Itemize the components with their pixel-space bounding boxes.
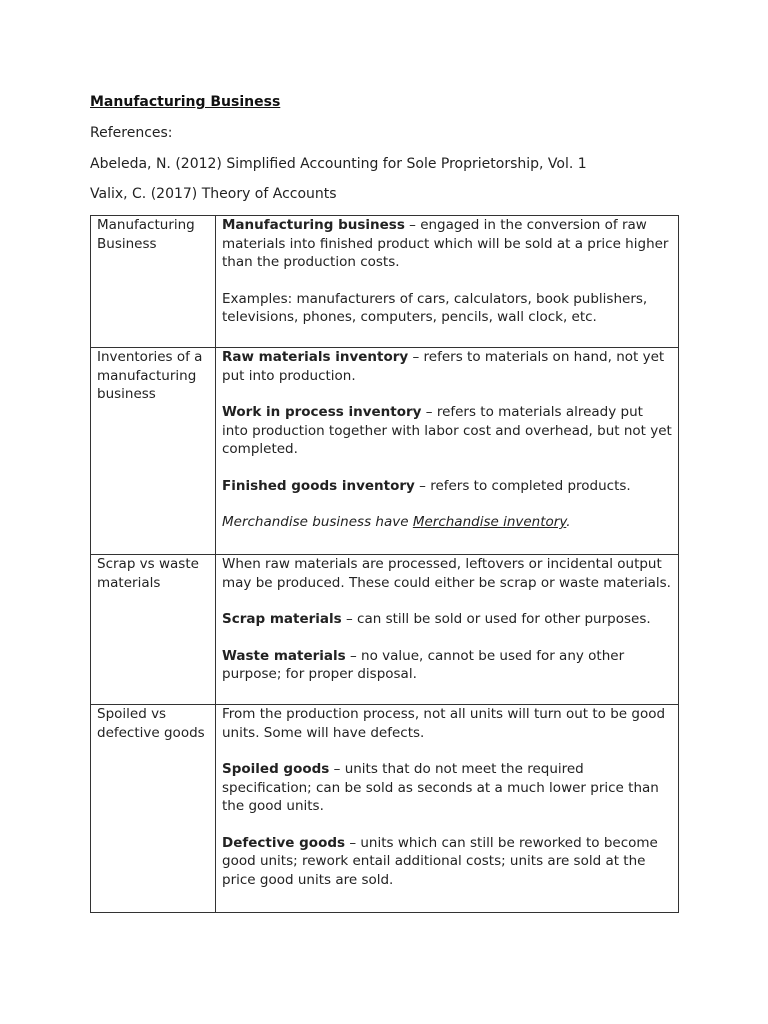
term: Scrap materials (222, 611, 342, 627)
reference-item: Valix, C. (2017) Theory of Accounts (90, 186, 337, 202)
term: Work in process inventory (222, 404, 422, 420)
term: Manufacturing business (222, 217, 405, 233)
table-row (91, 348, 679, 555)
term: Raw materials inventory (222, 349, 409, 365)
table-row (91, 555, 679, 705)
row-content: Raw materials inventory – refers to materials on hand, not yet put into production. Work in process inventory – refers to materials already put into production together with labor cost and overhead, but not yet completed. Finished goods inventory – refers to completed products. Merchandise business have Merchandise inventory. (216, 348, 679, 555)
row-label: Spoiled vs defective goods (91, 705, 216, 913)
table-row (91, 216, 679, 348)
merchandise-inventory-link: Merchandise inventory (412, 514, 567, 530)
term: Finished goods inventory (222, 477, 415, 494)
row-content: Manufacturing business – engaged in the conversion of raw materials into finished product which will be sold at a price higher than the production costs. Examples: manufacturers of cars, calculators, book publishers, televisions, phones, computers, pencils, wall clock, etc. (216, 216, 679, 348)
term: Waste materials (222, 647, 346, 664)
term: Spoiled goods (222, 761, 330, 777)
row-content: When raw materials are processed, leftovers or incidental output may be produced. These could either be scrap or waste materials. Scrap materials – can still be sold or used for other purposes. Waste materials – no value, cannot be used for any other purpose; for proper disposal. (216, 555, 679, 705)
reference-item: Abeleda, N. (2012) Simplified Accounting for Sole Proprietorship, Vol. 1 (90, 156, 587, 172)
table-row (91, 705, 679, 913)
document-title: Manufacturing Business (90, 94, 281, 110)
row-label: Inventories of a manufacturing business (91, 348, 216, 555)
row-content: From the production process, not all units will turn out to be good units. Some will have defects. Spoiled goods – units that do not meet the required specification; can be sold as seconds at a much lower price than the good units. Defective goods – units which can still be reworked to become good units; rework entail additional costs; units are sold at the price good units are sold. (216, 705, 679, 913)
term: Defective goods (222, 834, 346, 851)
row-label: Scrap vs waste materials (91, 555, 216, 705)
notes-table (90, 215, 679, 913)
row-label: Manufacturing Business (91, 216, 216, 348)
references-heading: References: (90, 125, 173, 141)
